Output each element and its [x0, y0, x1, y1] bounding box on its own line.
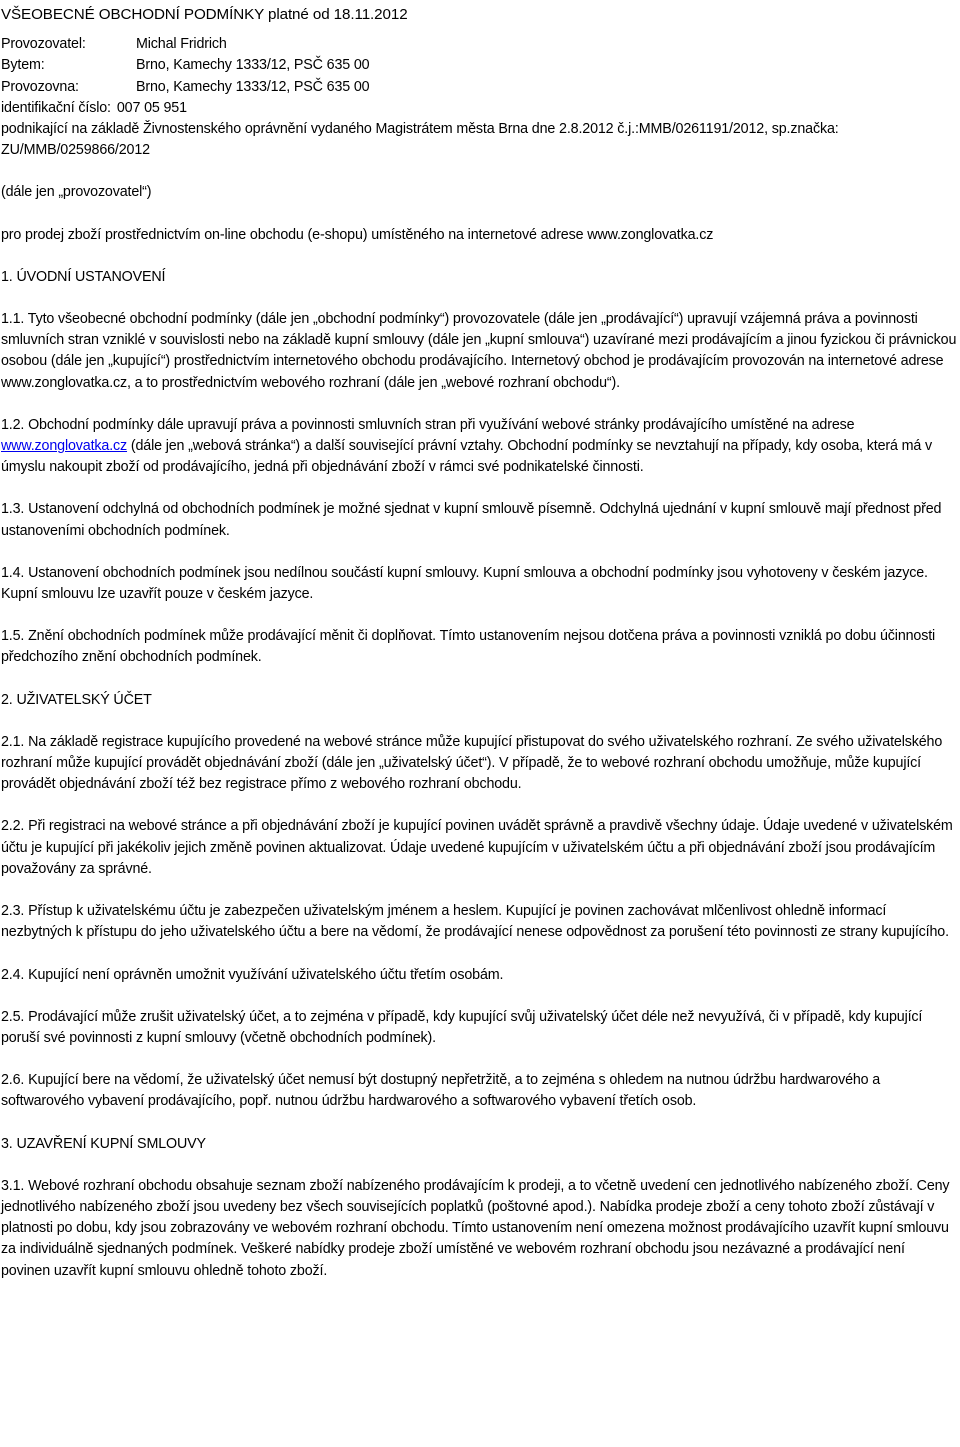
clause-3-1: 3.1. Webové rozhraní obchodu obsahuje seznam zboží nabízeného prodávajícím k prodeji, a to včetně uvedení cen jednotlivého nabízeného zboží. Ceny jednotlivého nabízeného zboží jsou uvedeny bez všech souvisejících poplatků (poštovné apod.). Nabídka prodeje zboží a ceny tohoto zboží zůstávají v platnosti po dobu, kdy jsou zobrazovány ve webovém rozhraní obchodu. Tímto ustanovením není omezena možnost prodávajícího uzavřít kupní smlouvu za individuálně sjednaných podmínek. Veškeré nabídky prodeje zboží umístěné ve webovém rozhraní obchodu jsou nezávazné a prodávající není povinen uzavřít kupní smlouvu ohledně tohoto zboží.	[1, 1177, 950, 1279]
website-link[interactable]: www.zonglovatka.cz	[1, 438, 128, 455]
clause-1-2	[1, 415, 957, 479]
clause-1-5: 1.5. Znění obchodních podmínek může prodávající měnit či doplňovat. Tímto ustanovením nejsou dotčena práva a povinnosti vzniklá po dobu účinnosti předchozího znění obchodních podmínek.	[1, 628, 936, 666]
clause-2-1: 2.1. Na základě registrace kupujícího provedené na webové stránce může kupující přistupovat do svého uživatelského rozhraní. Ze svého uživatelského rozhraní může kupující provádět objednávání zboží (dále jen „uživatelský účet“). V případě, že to webové rozhraní obchodu umožňuje, může kupující provádět objednávání zboží též bez registrace přímo z webového rozhraní obchodu.	[1, 733, 943, 793]
id-value: 007 05 951	[116, 99, 187, 116]
provider-value: Michal Fridrich	[136, 36, 227, 53]
clause-2-5: 2.5. Prodávající může zrušit uživatelský účet, a to zejména v případě, kdy kupující svůj uživatelský účet déle než nevyužívá, či v případě, kdy kupující poruší své povinnosti z kupní smlouvy (včetně obchodních podmínek).	[1, 1008, 923, 1046]
clause-1-3: 1.3. Ustanovení odchylná od obchodních podmínek je možné sjednat v kupní smlouvě písemně. Odchylná ujednání v kupní smlouvě mají přednost před ustanoveními obchodních podmínek.	[1, 501, 942, 539]
residence-row	[1, 55, 957, 76]
clause-2-3: 2.3. Přístup k uživatelskému účtu je zabezpečen uživatelským jménem a heslem. Kupující je povinen zachovávat mlčenlivost ohledně informací nezbytných k přístupu do jeho uživatelského účtu a bere na vědomí, že prodávající nenese odpovědnost za porušení této povinnosti ze strany kupujícího.	[1, 903, 949, 941]
premises-value: Brno, Kamechy 1333/12, PSČ 635 00	[136, 78, 370, 95]
shop-purpose: pro prodej zboží prostřednictvím on-line obchodu (e-shopu) umístěného na internetové adrese www.zonglovatka.cz	[1, 226, 714, 243]
premises-label: Provozovna:	[1, 78, 79, 95]
trade-license-line: podnikající na základě Živnostenského oprávnění vydaného Magistrátem města Brna dne 2.8.2012 č.j.:MMB/0261191/2012, sp.značka:	[1, 121, 839, 138]
document-title: VŠEOBECNÉ OBCHODNÍ PODMÍNKY platné od 18.11.2012	[1, 6, 408, 23]
clause-2-6: 2.6. Kupující bere na vědomí, že uživatelský účet nemusí být dostupný nepřetržitě, a to zejména s ohledem na nutnou údržbu hardwarového a softwarového vybavení prodávajícího, popř. nutnou údržbu hardwarového a softwarového vybavení třetích osob.	[1, 1072, 881, 1110]
provider-alias: (dále jen „provozovatel“)	[1, 184, 152, 201]
clause-2-2: 2.2. Při registraci na webové stránce a při objednávání zboží je kupující povinen uvádět správně a pravdivě všechny údaje. Údaje uvedené v uživatelském účtu je kupující při jakékoliv jejich změně povinen aktualizovat. Údaje uvedené kupujícím v uživatelském účtu a při objednávání zboží jsou prodávajícím považovány za správné.	[1, 818, 953, 877]
premises-row	[1, 77, 957, 98]
clause-1-4: 1.4. Ustanovení obchodních podmínek jsou nedílnou součástí kupní smlouvy. Kupní smlouva a obchodní podmínky jsou vyhotoveny v českém jazyce. Kupní smlouvu lze uzavřít pouze v českém jazyce.	[1, 564, 928, 603]
clause-1-2-rest: (dále jen „webová stránka“) a další související právní vztahy. Obchodní podmínky se nevztahují na případy, kdy osoba, která má v úmyslu nakoupit zboží od prodávajícího, jedná při objednávání zboží v rámci své podnikatelské činnosti.	[1, 438, 933, 476]
clause-2-4: 2.4. Kupující není oprávněn umožnit využívání uživatelského účtu třetím osobám.	[1, 966, 504, 983]
terms-document	[1, 4, 957, 1282]
residence-value: Brno, Kamechy 1333/12, PSČ 635 00	[136, 57, 370, 74]
section-3-heading: 3. UZAVŘENÍ KUPNÍ SMLOUVY	[1, 1135, 206, 1152]
clause-1-1: 1.1. Tyto všeobecné obchodní podmínky (dále jen „obchodní podmínky“) provozovatele (dále jen „prodávající“) upravují vzájemná práva a povinnosti smluvních stran vzniklé v souvislosti nebo na základě kupní smlouvy (dále jen „kupní smlouva“) uzavírané mezi prodávajícím a jinou fyzickou či právnickou osobou (dále jen „kupující“) prostřednictvím internetového obchodu prodávajícího. Internetový obchod je prodávajícím provozován na internetové adrese www.zonglovatka.cz, a to prostřednictvím webového rozhraní (dále jen „webové rozhraní obchodu“).	[1, 311, 957, 391]
id-label: identifikační číslo:	[1, 99, 111, 116]
provider-label: Provozovatel:	[1, 36, 86, 53]
residence-label: Bytem:	[1, 57, 45, 74]
clause-1-2-intro: 1.2. Obchodní podmínky dále upravují práva a povinnosti smluvních stran při využívání webové stránky prodávajícího umístěné na adrese	[1, 416, 855, 433]
provider-row	[1, 34, 957, 55]
id-row	[1, 98, 957, 119]
section-2-heading: 2. UŽIVATELSKÝ ÚČET	[1, 691, 152, 708]
section-1-heading: 1. ÚVODNÍ USTANOVENÍ	[1, 268, 166, 285]
trade-license-reference: ZU/MMB/0259866/2012	[1, 142, 150, 159]
